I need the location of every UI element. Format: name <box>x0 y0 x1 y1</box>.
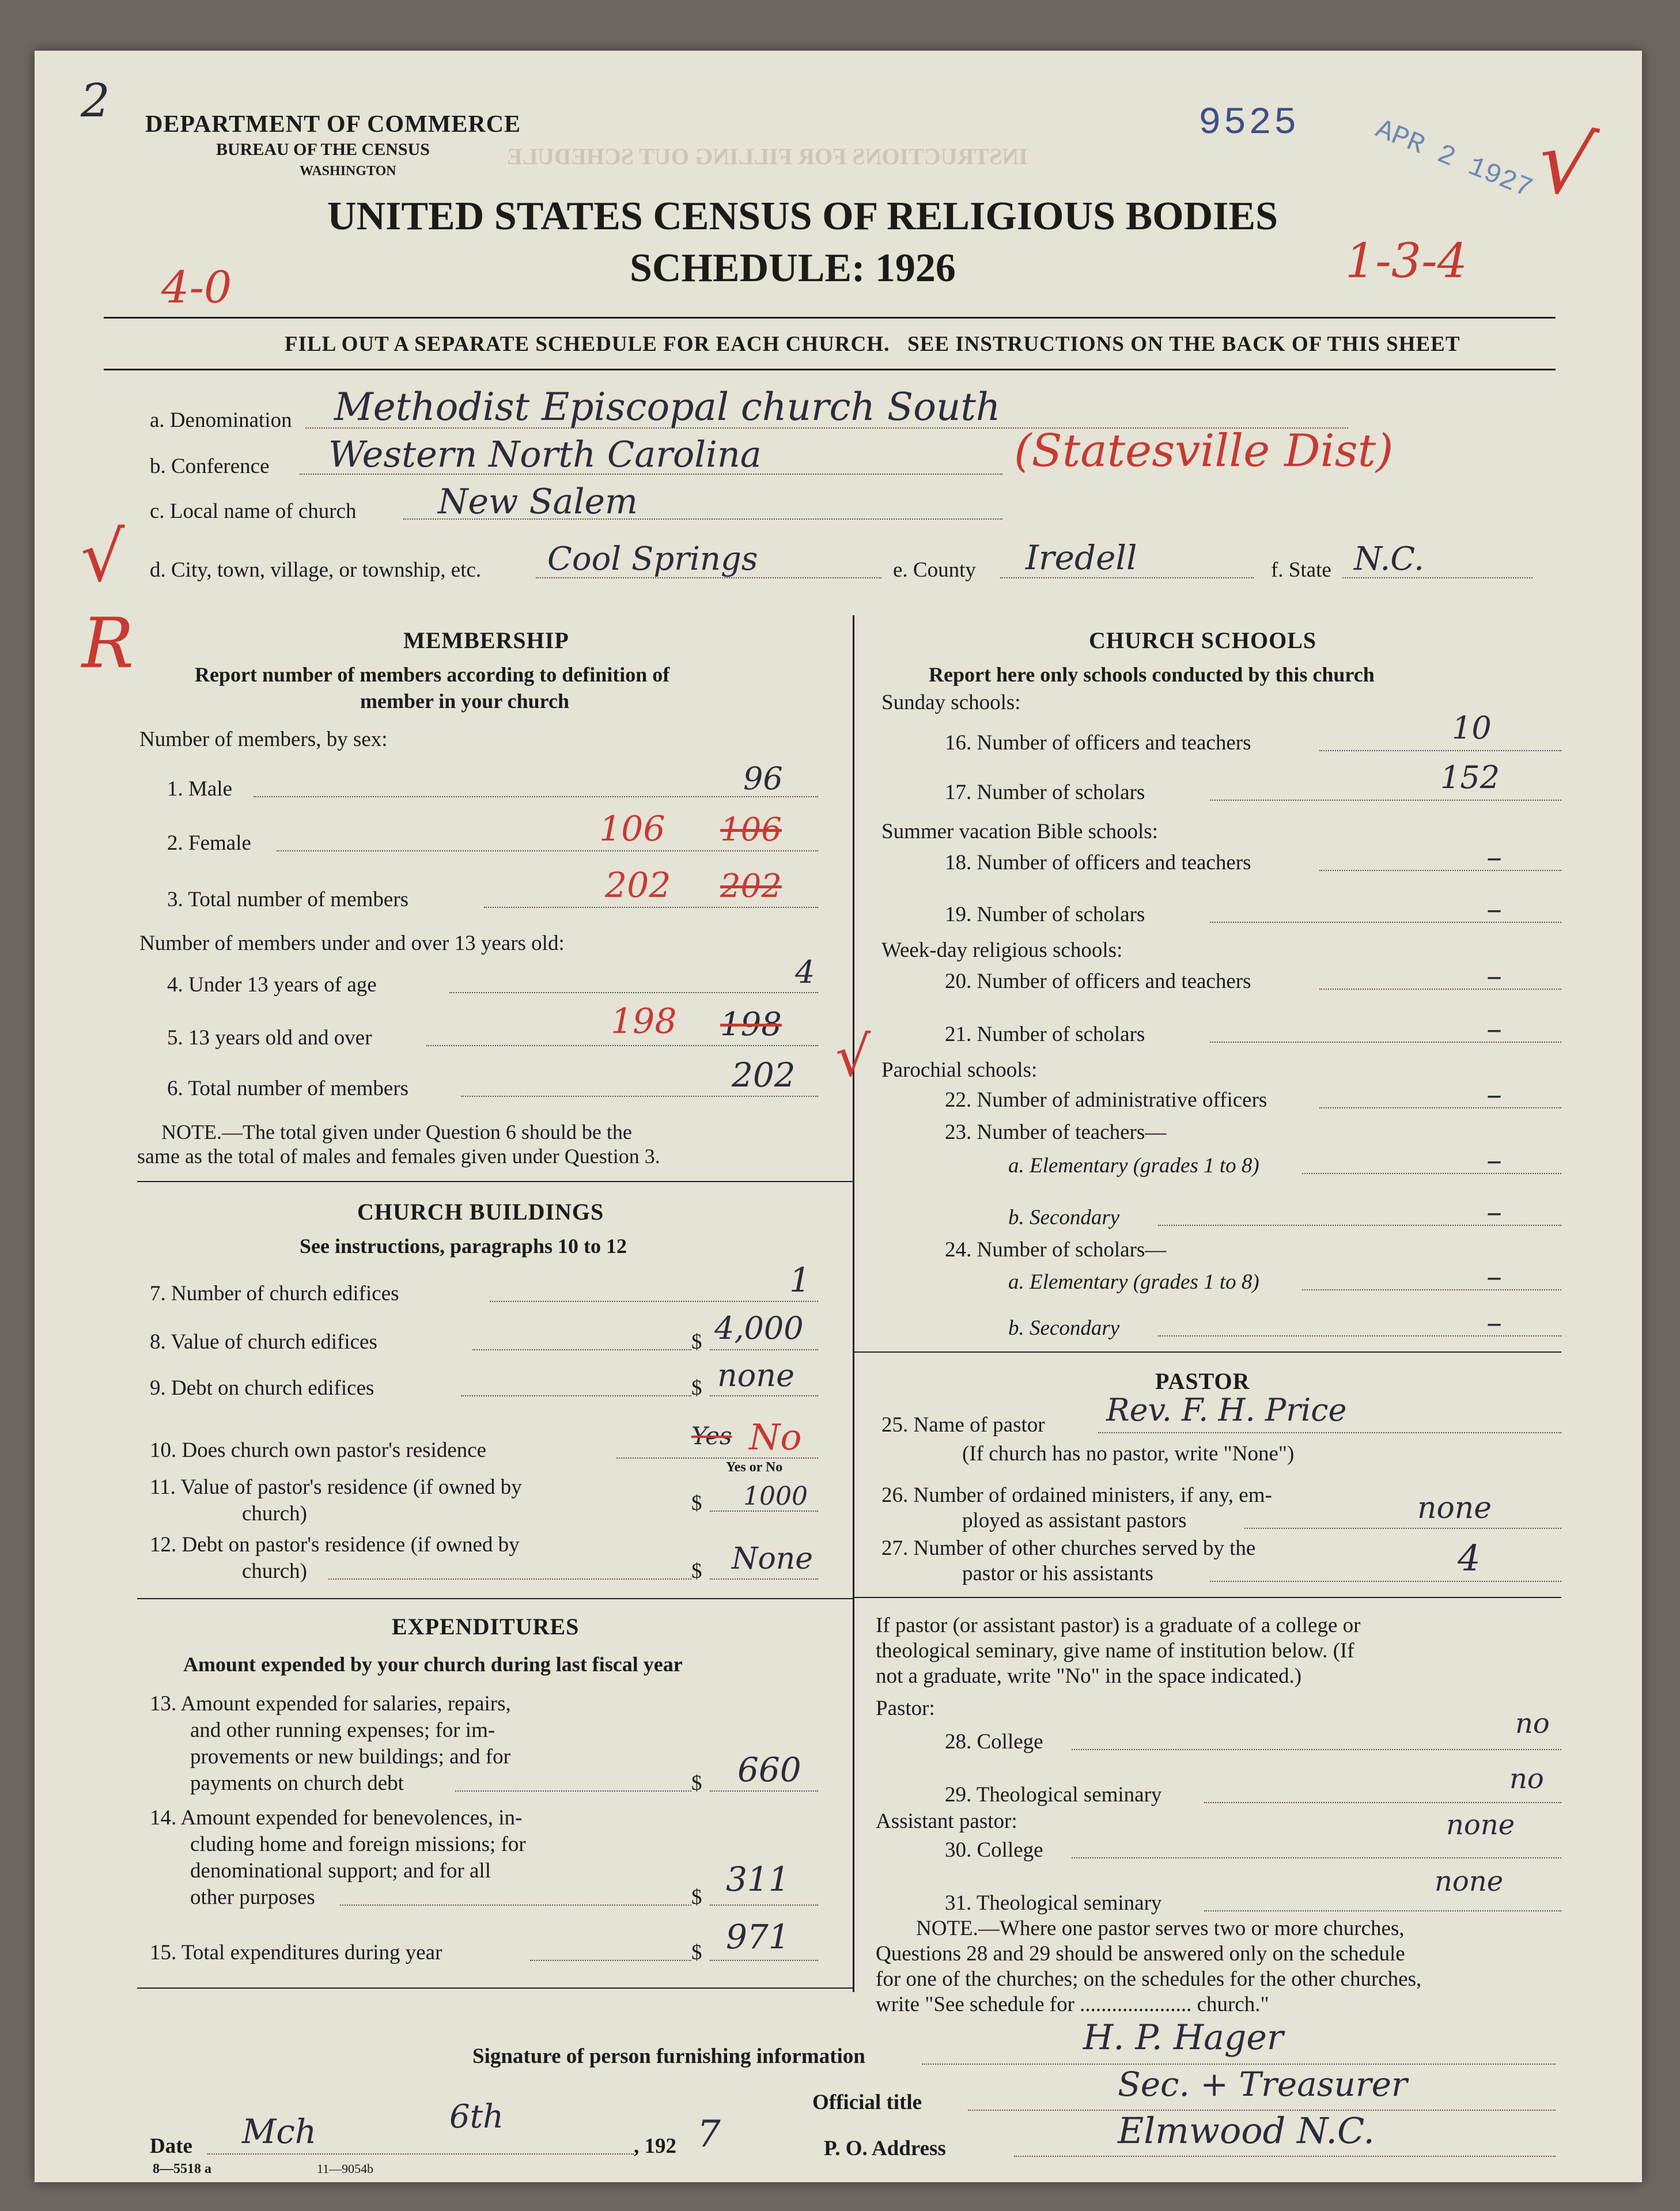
received-date-stamp: APR 2 1927 <box>1371 114 1537 205</box>
r-mark: R <box>82 604 134 684</box>
signature-value[interactable]: H. P. Hager <box>1083 2017 1284 2058</box>
q14-label-line-1: 14. Amount expended for benevolences, in- <box>150 1806 523 1830</box>
date-year-prefix: , 192 <box>634 2134 676 2158</box>
denomination-label: a. Denomination <box>150 408 292 432</box>
form-number: 8—5518 a <box>153 2161 211 2176</box>
q2-struck-value: 106 <box>720 811 782 849</box>
q6-label: 6. Total number of members <box>167 1077 409 1100</box>
q14-value[interactable]: 311 <box>726 1860 790 1899</box>
q20-value[interactable]: – <box>1486 957 1502 994</box>
date-label: Date <box>150 2134 192 2158</box>
q16-value[interactable]: 10 <box>1452 710 1492 746</box>
expenditures-intro: Amount expended by your church during last fiscal year <box>183 1653 683 1676</box>
membership-heading: MEMBERSHIP <box>403 627 569 653</box>
q3-label: 3. Total number of members <box>167 888 409 911</box>
q27-label-1: 27. Number of other churches served by the <box>881 1536 1256 1560</box>
check-mark-left: √ <box>81 517 125 597</box>
state-value[interactable]: N.C. <box>1354 540 1424 578</box>
print-number: 11—9054b <box>317 2161 374 2176</box>
form-instruction: FILL OUT A SEPARATE SCHEDULE FOR EACH CHURCH. SEE INSTRUCTIONS ON THE BACK OF THIS SHEET <box>285 332 1460 356</box>
department-name: DEPARTMENT OF COMMERCE <box>145 111 521 138</box>
q2-value[interactable]: 106 <box>599 809 665 849</box>
q6-value[interactable]: 202 <box>732 1055 796 1095</box>
q15-dollar: $ <box>691 1941 702 1964</box>
membership-intro-2: member in your church <box>360 690 570 713</box>
by-sex-label: Number of members, by sex: <box>139 728 388 751</box>
county-value[interactable]: Iredell <box>1026 538 1137 577</box>
date-year-digit[interactable]: 7 <box>697 2113 721 2156</box>
po-address-label: P. O. Address <box>824 2137 946 2160</box>
q15-label: 15. Total expenditures during year <box>150 1941 442 1964</box>
q5-struck-value: 198 <box>720 1006 782 1043</box>
q13-label-line-1: 13. Amount expended for salaries, repairs, <box>150 1692 511 1716</box>
q31-label: 31. Theological seminary <box>945 1891 1162 1915</box>
q2-label: 2. Female <box>167 831 251 855</box>
city-label: d. City, town, village, or township, etc. <box>150 558 482 582</box>
q12-dollar: $ <box>691 1559 702 1583</box>
bureau-name: BUREAU OF THE CENSUS <box>216 140 430 159</box>
local-name-label: c. Local name of church <box>150 499 357 523</box>
buildings-intro: See instructions, paragraphs 10 to 12 <box>300 1235 627 1258</box>
q28-label: 28. College <box>945 1730 1043 1754</box>
q4-label: 4. Under 13 years of age <box>167 973 377 997</box>
q7-label: 7. Number of church edifices <box>150 1282 399 1305</box>
q24b-value[interactable]: – <box>1486 1304 1502 1341</box>
q11-dollar: $ <box>691 1491 702 1515</box>
census-schedule-sheet <box>35 51 1642 2182</box>
q11-label-1: 11. Value of pastor's residence (if owned by <box>150 1475 522 1499</box>
q17-value[interactable]: 152 <box>1440 759 1500 796</box>
denomination-value[interactable]: Methodist Episcopal church South <box>334 385 1001 429</box>
q8-dollar: $ <box>691 1330 702 1354</box>
q10-struck-value: Yes <box>691 1422 732 1450</box>
q29-value[interactable]: no <box>1509 1763 1544 1795</box>
code-left: 4-0 <box>161 262 232 313</box>
q12-label-1: 12. Debt on pastor's residence (if owned by <box>150 1533 520 1557</box>
q9-value[interactable]: none <box>717 1357 795 1394</box>
q24b-label: b. Secondary <box>1008 1316 1120 1340</box>
po-address-value[interactable]: Elmwood N.C. <box>1118 2110 1375 2152</box>
q23-label: 23. Number of teachers— <box>945 1120 1167 1144</box>
membership-intro-1: Report number of members according to definition of <box>195 663 670 686</box>
q22-label: 22. Number of administrative officers <box>945 1088 1267 1112</box>
summer-schools-label: Summer vacation Bible schools: <box>881 820 1158 843</box>
q15-value[interactable]: 971 <box>726 1917 790 1956</box>
pastor-note-2: Questions 28 and 29 should be answered only on the schedule <box>876 1942 1405 1966</box>
schedule-number-stamp: 9525 <box>1198 101 1299 145</box>
q12-value[interactable]: None <box>732 1542 813 1576</box>
official-title-value[interactable]: Sec. + Treasurer <box>1118 2065 1407 2104</box>
q24-label: 24. Number of scholars— <box>945 1238 1167 1262</box>
q10-label: 10. Does church own pastor's residence <box>150 1438 487 1462</box>
q11-label-2: church) <box>242 1502 307 1525</box>
q1-value[interactable]: 96 <box>743 760 783 797</box>
q18-value[interactable]: – <box>1486 839 1502 875</box>
q27-label-2: pastor or his assistants <box>962 1562 1153 1585</box>
q13-value[interactable]: 660 <box>737 1750 801 1789</box>
q8-label: 8. Value of church edifices <box>150 1330 377 1354</box>
q5-value[interactable]: 198 <box>611 1001 677 1042</box>
graduate-note-3: not a graduate, write "No" in the space indicated.) <box>876 1664 1302 1688</box>
corner-mark: 2 <box>81 74 110 127</box>
bleed-through-text: INSTRUCTIONS FOR FILLING OUT SCHEDULE <box>507 143 1028 169</box>
q24a-label: a. Elementary (grades 1 to 8) <box>1008 1270 1259 1294</box>
county-label: e. County <box>893 558 976 582</box>
schools-intro: Report here only schools conducted by this church <box>929 663 1375 686</box>
signature-label: Signature of person furnishing information <box>472 2045 865 2068</box>
official-title-label: Official title <box>812 2091 922 2114</box>
q10-value[interactable]: No <box>749 1416 802 1458</box>
q25-hint: (If church has no pastor, write "None") <box>962 1442 1295 1466</box>
q16-label: 16. Number of officers and teachers <box>945 731 1251 755</box>
q9-label: 9. Debt on church edifices <box>150 1376 374 1400</box>
q13-dollar: $ <box>691 1771 702 1795</box>
q8-value[interactable]: 4,000 <box>714 1310 804 1346</box>
q7-value[interactable]: 1 <box>789 1260 811 1300</box>
q24a-value[interactable]: – <box>1486 1258 1502 1294</box>
form-subtitle: SCHEDULE: 1926 <box>630 246 956 290</box>
q14-label-line-4: other purposes <box>190 1886 315 1909</box>
pastor-heading: PASTOR <box>1155 1368 1250 1394</box>
q21-value[interactable]: – <box>1486 1010 1502 1047</box>
q23a-label: a. Elementary (grades 1 to 8) <box>1008 1154 1259 1178</box>
conference-value[interactable]: Western North Carolina <box>328 433 762 475</box>
membership-note-1: NOTE.—The total given under Question 6 should be the <box>161 1120 632 1144</box>
q13-label-line-2: and other running expenses; for im- <box>190 1718 495 1742</box>
q25-value[interactable]: Rev. F. H. Price <box>1106 1392 1347 1428</box>
q22-value[interactable]: – <box>1486 1076 1502 1112</box>
conference-label: b. Conference <box>150 455 270 478</box>
q25-label: 25. Name of pastor <box>881 1413 1045 1437</box>
q18-label: 18. Number of officers and teachers <box>945 851 1251 874</box>
q23b-value[interactable]: – <box>1486 1194 1502 1230</box>
q28-value[interactable]: no <box>1515 1708 1550 1740</box>
graduate-note-2: theological seminary, give name of institution below. (If <box>876 1639 1354 1663</box>
q14-label-line-3: denominational support; and for all <box>190 1859 491 1883</box>
q26-label-2: ployed as assistant pastors <box>962 1509 1187 1532</box>
q23b-label: b. Secondary <box>1008 1206 1120 1229</box>
pastor-note-4: write "See schedule for ..................... church." <box>876 1993 1269 2016</box>
q21-label: 21. Number of scholars <box>945 1023 1145 1046</box>
buildings-heading: CHURCH BUILDINGS <box>357 1199 604 1225</box>
form-title: UNITED STATES CENSUS OF RELIGIOUS BODIES <box>327 194 1278 238</box>
q12-label-2: church) <box>242 1559 307 1583</box>
assistant-pastor-subheading: Assistant pastor: <box>876 1809 1017 1833</box>
q13-label-line-3: provements or new buildings; and for <box>190 1745 510 1769</box>
q11-value[interactable]: 1000 <box>743 1482 808 1511</box>
q3-struck-value: 202 <box>720 868 782 905</box>
date-month[interactable]: Mch <box>242 2112 317 2151</box>
q30-label: 30. College <box>945 1838 1043 1862</box>
q19-value[interactable]: – <box>1486 891 1502 927</box>
q30-value[interactable]: none <box>1446 1809 1515 1841</box>
q14-label-line-2: cluding home and foreign missions; for <box>190 1833 526 1856</box>
age-intro-label: Number of members under and over 13 years old: <box>139 932 565 955</box>
pastor-note-3: for one of the churches; on the schedules for the other churches, <box>876 1967 1422 1991</box>
expenditures-heading: EXPENDITURES <box>392 1614 580 1640</box>
graduate-note-1: If pastor (or assistant pastor) is a graduate of a college or <box>876 1614 1361 1637</box>
q20-label: 20. Number of officers and teachers <box>945 970 1251 993</box>
code-right: 1-3-4 <box>1345 234 1467 289</box>
q4-value[interactable]: 4 <box>795 954 815 990</box>
membership-note-2: same as the total of males and females given under Question 3. <box>137 1145 660 1168</box>
q13-label-line-4: payments on church debt <box>190 1771 404 1795</box>
q14-dollar: $ <box>691 1886 702 1909</box>
state-label: f. State <box>1271 558 1331 582</box>
q31-value[interactable]: none <box>1435 1865 1504 1898</box>
q17-label: 17. Number of scholars <box>945 781 1145 804</box>
q9-dollar: $ <box>691 1376 702 1400</box>
q1-label: 1. Male <box>167 777 233 801</box>
bureau-city: WASHINGTON <box>300 164 396 179</box>
local-name-value[interactable]: New Salem <box>438 482 638 522</box>
q6-check-mark: √ <box>835 1024 871 1089</box>
q10-hint: Yes or No <box>726 1460 783 1475</box>
q27-value[interactable]: 4 <box>1458 1537 1481 1579</box>
parochial-schools-label: Parochial schools: <box>881 1058 1038 1082</box>
q5-label: 5. 13 years old and over <box>167 1026 372 1050</box>
city-value[interactable]: Cool Springs <box>547 540 758 578</box>
q3-value[interactable]: 202 <box>605 865 671 906</box>
q26-label-1: 26. Number of ordained ministers, if any, em- <box>881 1483 1272 1507</box>
q23a-value[interactable]: – <box>1486 1142 1502 1178</box>
q29-label: 29. Theological seminary <box>945 1783 1162 1807</box>
weekday-schools-label: Week-day religious schools: <box>881 938 1123 962</box>
sunday-schools-label: Sunday schools: <box>881 691 1021 714</box>
q19-label: 19. Number of scholars <box>945 903 1145 926</box>
pastor-note-1: NOTE.—Where one pastor serves two or more churches, <box>916 1917 1405 1940</box>
conference-note: (Statesville Dist) <box>1014 425 1394 477</box>
date-day[interactable]: 6th <box>449 2098 504 2136</box>
check-mark: √ <box>1530 110 1602 218</box>
pastor-subheading: Pastor: <box>876 1697 935 1720</box>
q26-value[interactable]: none <box>1417 1491 1492 1525</box>
schools-heading: CHURCH SCHOOLS <box>1089 627 1317 653</box>
